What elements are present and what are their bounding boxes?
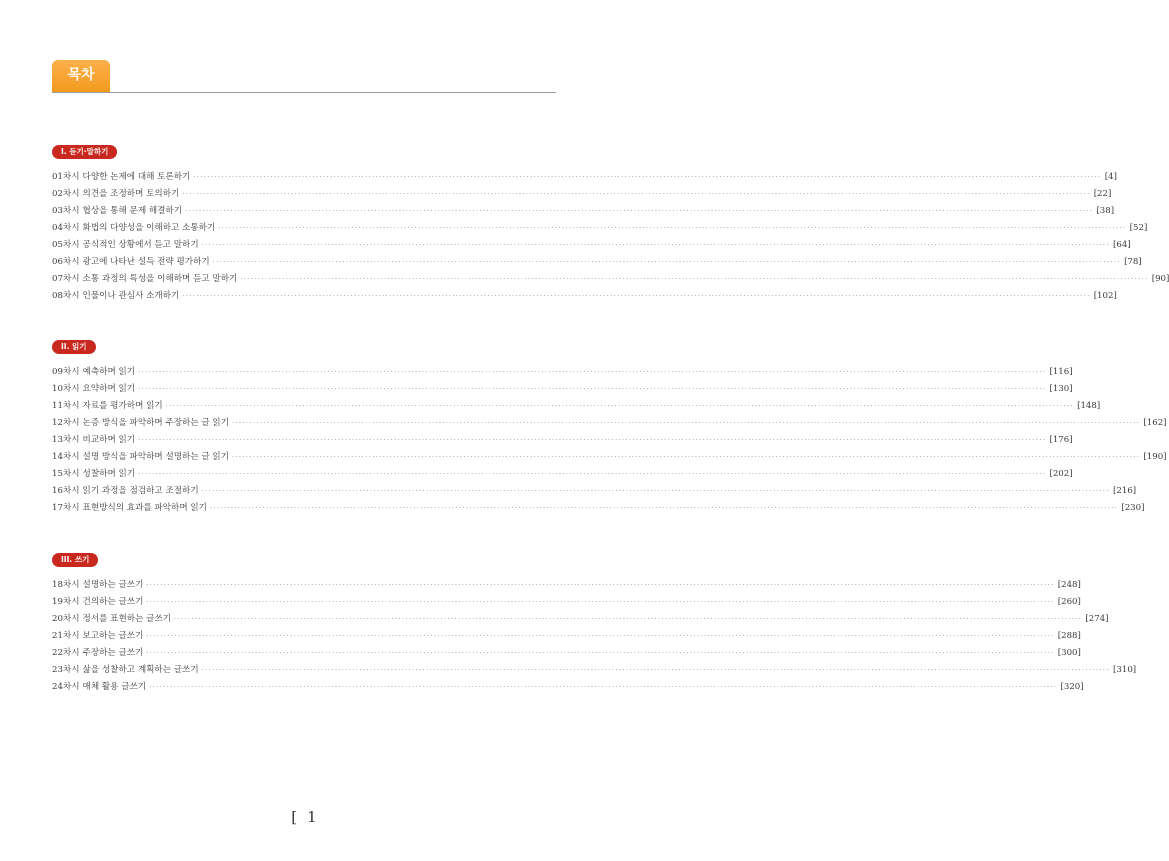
dot-leader: ··································································································································································································································································· <box>182 293 1091 300</box>
toc-entry[interactable] <box>52 646 1081 663</box>
toc-entry[interactable] <box>52 255 1142 272</box>
lesson-title: 매체 활용 글쓰기 <box>82 682 147 692</box>
page-reference: [176] <box>1049 435 1073 445</box>
toc-entry[interactable] <box>52 399 1101 416</box>
lesson-title: 인물이나 관심사 소개하기 <box>82 291 180 301</box>
lesson-number: 12차시 <box>52 418 80 428</box>
page-reference: [320] <box>1060 682 1084 692</box>
entry-list <box>52 365 1167 518</box>
page-title: 목차 <box>52 60 110 92</box>
dot-leader: ··································································································································································································································································· <box>212 259 1122 266</box>
page-reference: [78] <box>1124 257 1142 267</box>
lesson-title: 삶을 성찰하고 계획하는 글쓰기 <box>82 665 199 675</box>
dot-leader: ··································································································································································································································································· <box>146 650 1055 657</box>
toc-entry[interactable] <box>52 238 1131 255</box>
toc-entry[interactable] <box>52 595 1081 612</box>
section-badge: II. 읽기 <box>52 340 96 354</box>
toc-entry[interactable] <box>52 433 1073 450</box>
lesson-title: 소통 과정의 특성을 이해하며 듣고 말하기 <box>82 274 238 284</box>
lesson-number: 22차시 <box>52 648 80 658</box>
toc-entry[interactable] <box>52 612 1109 629</box>
section-badge: III. 쓰기 <box>52 553 98 567</box>
lesson-title: 화법의 다양성을 이해하고 소통하기 <box>82 223 216 233</box>
dot-leader: ··································································································································································································································································· <box>146 582 1055 589</box>
lesson-number: 02차시 <box>52 189 80 199</box>
lesson-title: 광고에 나타난 설득 전략 평가하기 <box>82 257 210 267</box>
section-reading <box>52 334 1167 518</box>
toc-entry[interactable] <box>52 204 1115 221</box>
lesson-number: 10차시 <box>52 384 80 394</box>
lesson-title: 공식적인 상황에서 듣고 말하기 <box>82 240 199 250</box>
dot-leader: ··································································································································································································································································· <box>146 599 1055 606</box>
lesson-title: 논증 방식을 파악하며 주장하는 글 읽기 <box>82 418 230 428</box>
lesson-number: 15차시 <box>52 469 80 479</box>
lesson-number: 03차시 <box>52 206 80 216</box>
lesson-number: 06차시 <box>52 257 80 267</box>
lesson-title: 예측하며 읽기 <box>82 367 136 377</box>
page-reference: [162] <box>1143 418 1167 428</box>
dot-leader: ··································································································································································································································································· <box>218 225 1127 232</box>
lesson-number: 19차시 <box>52 597 80 607</box>
dot-leader: ··································································································································································································································································· <box>138 437 1047 444</box>
lesson-number: 07차시 <box>52 274 80 284</box>
lesson-number: 16차시 <box>52 486 80 496</box>
entry-list <box>52 578 1137 697</box>
page-reference: [116] <box>1049 367 1073 377</box>
dot-leader: ··································································································································································································································································· <box>146 633 1055 640</box>
page-reference: [260] <box>1057 597 1081 607</box>
lesson-number: 11차시 <box>52 401 80 411</box>
toc-entry[interactable] <box>52 467 1073 484</box>
toc-entry[interactable] <box>52 629 1081 646</box>
toc-entry[interactable] <box>52 187 1112 204</box>
lesson-number: 20차시 <box>52 614 80 624</box>
lesson-number: 24차시 <box>52 682 80 692</box>
dot-leader: ··································································································································································································································································· <box>201 667 1111 674</box>
toc-entry[interactable] <box>52 578 1081 595</box>
page-reference: [300] <box>1057 648 1081 658</box>
dot-leader: ··································································································································································································································································· <box>182 191 1091 198</box>
dot-leader: ··································································································································································································································································· <box>240 276 1149 283</box>
lesson-title: 다양한 논제에 대해 토론하기 <box>82 172 191 182</box>
lesson-title: 정서를 표현하는 글쓰기 <box>82 614 172 624</box>
page-reference: [288] <box>1057 631 1081 641</box>
lesson-number: 13차시 <box>52 435 80 445</box>
page-reference: [52] <box>1129 223 1148 233</box>
lesson-title: 건의하는 글쓰기 <box>82 597 144 607</box>
lesson-title: 자료를 평가하며 읽기 <box>82 401 163 411</box>
toc-entry[interactable] <box>52 416 1167 433</box>
page-reference: [190] <box>1143 452 1167 462</box>
page-number: 1 <box>307 808 317 826</box>
lesson-number: 18차시 <box>52 580 80 590</box>
footer-bracket: [ <box>291 808 298 826</box>
page-reference: [148] <box>1077 401 1101 411</box>
page-reference: [64] <box>1113 240 1131 250</box>
toc-entry[interactable] <box>52 170 1117 187</box>
dot-leader: ··································································································································································································································································· <box>138 386 1047 393</box>
toc-entry[interactable] <box>52 680 1084 697</box>
page-reference: [230] <box>1121 503 1145 513</box>
page-reference: [216] <box>1113 486 1137 496</box>
toc-header <box>52 60 556 94</box>
toc-entry[interactable] <box>52 501 1145 518</box>
toc-entry[interactable] <box>52 365 1073 382</box>
lesson-title: 읽기 과정을 점검하고 조절하기 <box>82 486 199 496</box>
section-listening-speaking <box>52 139 1169 306</box>
lesson-number: 09차시 <box>52 367 80 377</box>
lesson-title: 설명하는 글쓰기 <box>82 580 144 590</box>
lesson-title: 보고하는 글쓰기 <box>82 631 144 641</box>
page-reference: [90] <box>1151 274 1169 284</box>
dot-leader: ··································································································································································································································································· <box>232 454 1141 461</box>
dot-leader: ··································································································································································································································································· <box>138 471 1047 478</box>
page-reference: [274] <box>1085 614 1109 624</box>
toc-entry[interactable] <box>52 663 1137 680</box>
dot-leader: ··································································································································································································································································· <box>174 616 1083 623</box>
title-divider <box>52 92 556 93</box>
page-reference: [38] <box>1096 206 1115 216</box>
lesson-number: 05차시 <box>52 240 80 250</box>
dot-leader: ··································································································································································································································································· <box>201 488 1111 495</box>
entry-list <box>52 170 1169 306</box>
toc-entry[interactable] <box>52 450 1167 467</box>
dot-leader: ··································································································································································································································································· <box>138 369 1047 376</box>
section-badge: I. 듣기·말하기 <box>52 145 117 159</box>
lesson-title: 설명 방식을 파악하며 설명하는 글 읽기 <box>82 452 230 462</box>
toc-entry[interactable] <box>52 484 1137 501</box>
lesson-title: 성찰하며 읽기 <box>82 469 136 479</box>
page-reference: [248] <box>1057 580 1081 590</box>
lesson-number: 21차시 <box>52 631 80 641</box>
toc-entry[interactable] <box>52 221 1148 238</box>
page-reference: [202] <box>1049 469 1073 479</box>
lesson-number: 23차시 <box>52 665 80 675</box>
lesson-title: 요약하며 읽기 <box>82 384 136 394</box>
lesson-number: 01차시 <box>52 172 80 182</box>
dot-leader: ··································································································································································································································································· <box>185 208 1094 215</box>
page-reference: [102] <box>1093 291 1117 301</box>
page-reference: [130] <box>1049 384 1073 394</box>
page-reference: [22] <box>1093 189 1112 199</box>
section-writing <box>52 547 1137 697</box>
lesson-number: 17차시 <box>52 503 80 513</box>
lesson-number: 04차시 <box>52 223 80 233</box>
lesson-number: 08차시 <box>52 291 80 301</box>
dot-leader: ··································································································································································································································································· <box>201 242 1111 249</box>
page-reference: [310] <box>1113 665 1137 675</box>
toc-entry[interactable] <box>52 272 1169 289</box>
toc-entry[interactable] <box>52 289 1117 306</box>
dot-leader: ··································································································································································································································································· <box>165 403 1075 410</box>
lesson-title: 의견을 조정하며 토의하기 <box>82 189 180 199</box>
page-reference: [4] <box>1104 172 1117 182</box>
dot-leader: ··································································································································································································································································· <box>193 174 1102 181</box>
dot-leader: ··································································································································································································································································· <box>209 505 1119 512</box>
page-footer <box>0 808 608 826</box>
dot-leader: ··································································································································································································································································· <box>149 684 1058 691</box>
dot-leader: ··································································································································································································································································· <box>232 420 1141 427</box>
lesson-title: 협상을 통해 문제 해결하기 <box>82 206 183 216</box>
lesson-title: 비교하며 읽기 <box>82 435 136 445</box>
lesson-number: 14차시 <box>52 452 80 462</box>
toc-entry[interactable] <box>52 382 1073 399</box>
lesson-title: 주장하는 글쓰기 <box>82 648 144 658</box>
lesson-title: 표현방식의 효과를 파악하며 읽기 <box>82 503 207 513</box>
